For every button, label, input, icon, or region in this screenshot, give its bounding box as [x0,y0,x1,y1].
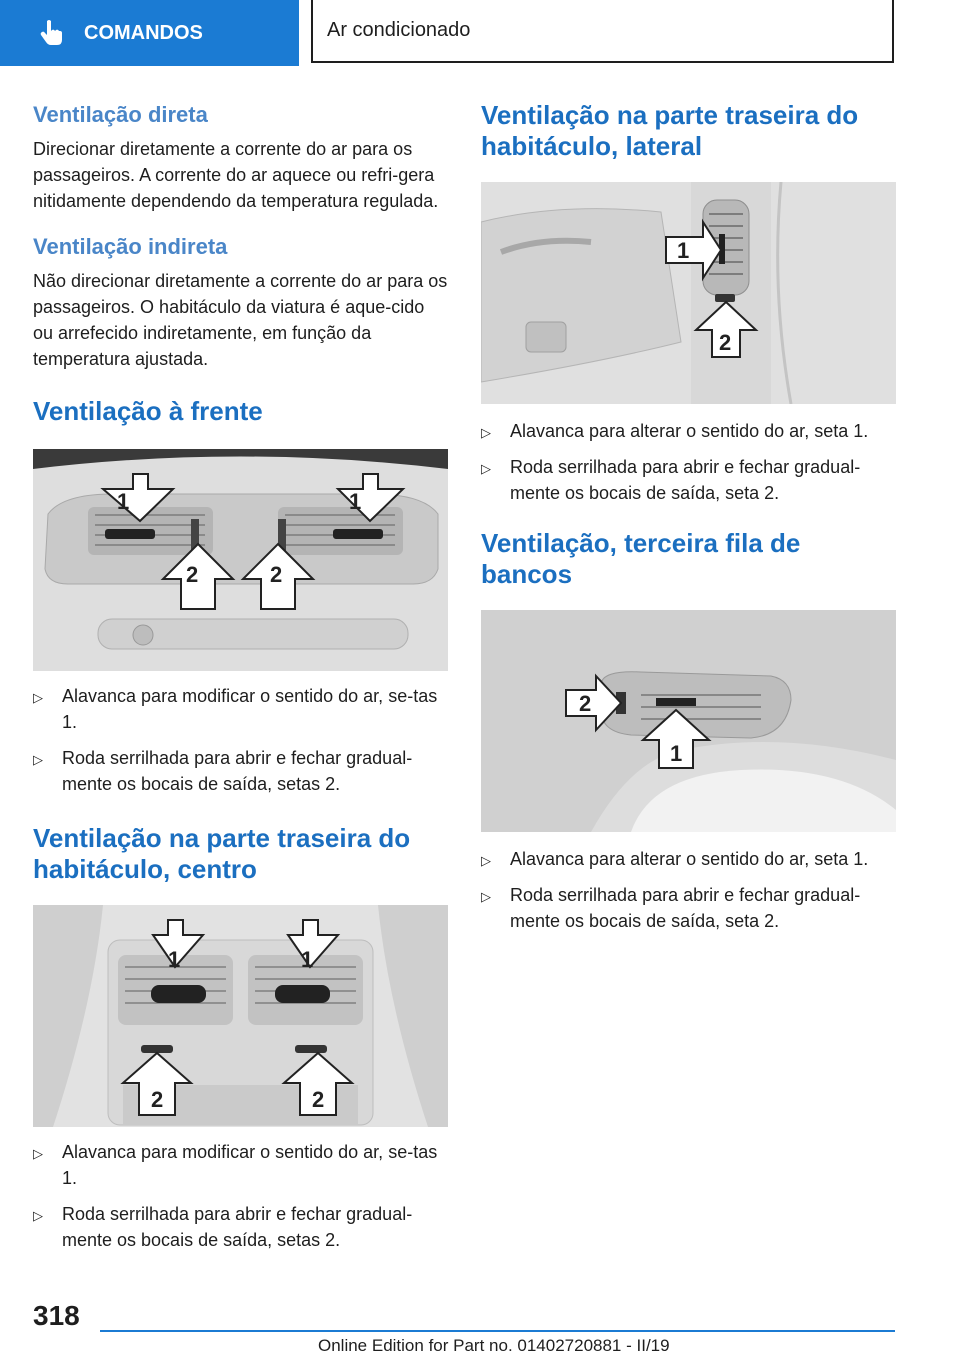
rear-side-callout-2: 2 [719,330,732,355]
bullet-triangle-icon: ▷ [33,1208,43,1223]
left-column [33,100,449,1279]
rear-center-ventilation-list [33,1139,449,1253]
bullet-triangle-icon: ▷ [33,752,43,767]
hand-pointer-icon [36,18,66,48]
page-header [0,0,960,66]
rear-center-ventilation-heading: Ventilação na parte traseira do habitáculo, centro [33,823,411,884]
indirect-ventilation-heading: Ventilação indireta [33,234,228,259]
page-number: 318 [33,1300,80,1331]
indirect-ventilation-text: Não direcionar diretamente a corrente do ar para os passageiros. O habitáculo da viatura é aque-cido ou arrefecido indiretamente, em função da temperatura ajustada. [33,271,448,369]
third-row-callout-1: 1 [670,741,683,766]
chapter-tab [311,0,894,63]
chapter-title: Ar condicionado [327,19,471,41]
section-tab[interactable] [0,0,299,66]
footer-edition-text: Online Edition for Part no. 01402720881 - II/19 [318,1336,670,1355]
section-label: COMANDOS [84,21,203,44]
rear-side-callout-1: 1 [677,238,690,263]
bullet-triangle-icon: ▷ [33,1146,43,1161]
direct-ventilation-text: Direcionar diretamente a corrente do ar para os passageiros. A corrente do ar aquece ou refri-gera nitidamente dependendo da temperatura regulada. [33,139,439,211]
third-row-vent-image [481,610,896,832]
front-ventilation-list [33,683,449,797]
list-item: ▷ Alavanca para alterar o sentido do ar, seta 1. [481,418,897,444]
front-callout-2-left: 2 [186,562,199,587]
rear-center-callout-2-left: 2 [151,1087,164,1112]
bullet-triangle-icon: ▷ [33,690,43,705]
third-row-ventilation-list [481,846,897,934]
bullet-triangle-icon: ▷ [481,425,491,440]
list-item: ▷ Roda serrilhada para abrir e fechar gradual-mente os bocais de saída, seta 2. [481,885,861,931]
bullet-triangle-icon: ▷ [481,461,491,476]
front-callout-1-left: 1 [117,489,130,514]
list-item: ▷ Roda serrilhada para abrir e fechar gradual-mente os bocais de saída, seta 2. [481,457,861,503]
rear-side-vent-image [481,182,896,404]
rear-center-vents-image [33,905,448,1127]
bullet-triangle-icon: ▷ [481,889,491,904]
rear-side-ventilation-heading: Ventilação na parte traseira do habitáculo, lateral [481,100,859,161]
rear-side-ventilation-list [481,418,897,506]
list-item: ▷ Roda serrilhada para abrir e fechar gradual-mente os bocais de saída, setas 2. [33,748,413,794]
rear-center-callout-2-right: 2 [312,1087,325,1112]
bullet-triangle-icon: ▷ [481,853,491,868]
front-vents-image [33,449,448,671]
list-item: ▷ Alavanca para alterar o sentido do ar, seta 1. [481,846,897,872]
rear-center-callout-1-right: 1 [301,947,314,972]
third-row-callout-2: 2 [579,691,592,716]
list-item: ▷ Alavanca para modificar o sentido do ar, se-tas 1. [33,1142,438,1188]
list-item: ▷ Alavanca para modificar o sentido do ar, se-tas 1. [33,686,438,732]
direct-ventilation-heading: Ventilação direta [33,102,208,127]
list-item: ▷ Roda serrilhada para abrir e fechar gradual-mente os bocais de saída, setas 2. [33,1204,413,1250]
rear-center-callout-1-left: 1 [168,947,181,972]
footer-divider [100,1330,895,1332]
front-ventilation-heading: Ventilação à frente [33,396,263,426]
front-callout-2-right: 2 [270,562,283,587]
right-column [481,100,897,960]
third-row-ventilation-heading: Ventilação, terceira fila de bancos [481,528,801,589]
front-callout-1-right: 1 [349,489,362,514]
